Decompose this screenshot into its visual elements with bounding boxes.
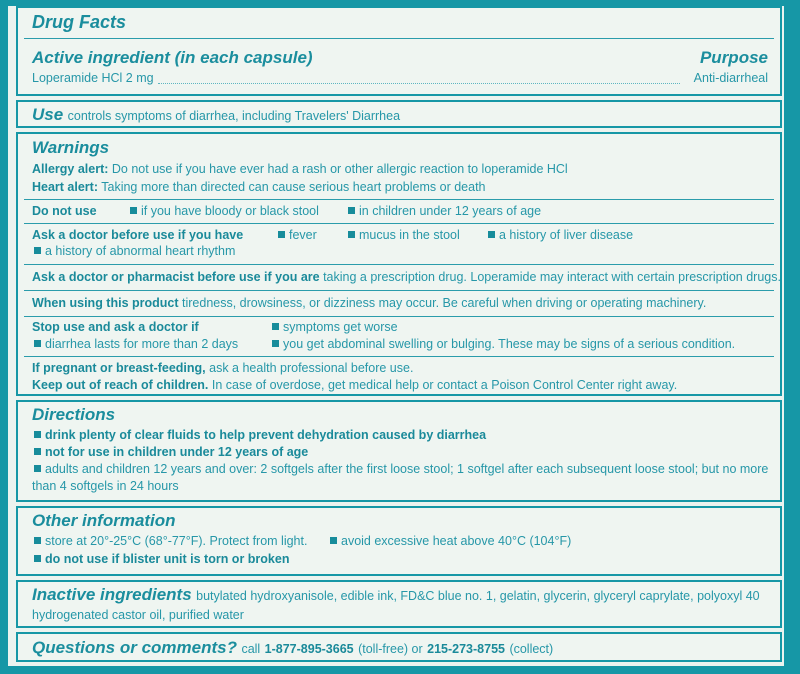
stop-use-item: diarrhea lasts for more than 2 days (32, 337, 238, 351)
other-info-item: avoid excessive heat above 40°C (104°F) (328, 534, 571, 548)
divider (24, 356, 774, 357)
questions-section (16, 632, 782, 662)
ask-pharmacist: Ask a doctor or pharmacist before use if you are taking a prescription drug. Loperamide may interact with certain prescription drugs. (32, 270, 781, 284)
do-not-use: Do not use (32, 204, 97, 218)
divider (24, 38, 774, 39)
ask-doctor-item: mucus in the stool (346, 228, 460, 242)
purpose-heading: Purpose (699, 48, 768, 67)
bullet-icon (34, 340, 41, 347)
other-info-section (16, 506, 782, 576)
leader-dots (158, 83, 680, 84)
drug-facts-title: Drug Facts (32, 12, 127, 32)
pregnant-warning: If pregnant or breast-feeding, ask a health professional before use. (32, 361, 414, 375)
bullet-icon (34, 537, 41, 544)
bullet-icon (34, 448, 41, 455)
divider (24, 199, 774, 200)
purpose-value: Anti-diarrheal (693, 71, 768, 85)
questions-line: Questions or comments? call 1-877-895-3665 (toll-free) or 215-273-8755 (collect) (32, 638, 554, 657)
directions-item: drink plenty of clear fluids to help prevent dehydration caused by diarrhea (32, 428, 486, 442)
divider (24, 223, 774, 224)
directions-item: not for use in children under 12 years of age (32, 445, 308, 459)
ask-doctor-item: a history of abnormal heart rhythm (32, 244, 235, 258)
heart-alert: Heart alert: Taking more than directed can cause serious heart problems or death (32, 180, 486, 194)
do-not-use-item: in children under 12 years of age (346, 204, 541, 218)
drug-facts-panel (8, 6, 784, 666)
use-text: controls symptoms of diarrhea, including Travelers' Diarrhea (67, 109, 401, 123)
directions-heading: Directions (32, 405, 116, 424)
bullet-icon (330, 537, 337, 544)
ask-doctor-item: fever (276, 228, 317, 242)
active-ingredient-section (16, 6, 782, 96)
stop-use-label: Stop use and ask a doctor if (32, 320, 199, 334)
inactive-ingredients-heading: Inactive ingredients (32, 585, 192, 604)
other-info-item: store at 20°-25°C (68°-77°F). Protect from light. (32, 534, 307, 548)
bullet-icon (130, 207, 137, 214)
active-ingredient-heading: Active ingredient (in each capsule) (32, 48, 313, 67)
when-using: When using this product tiredness, drowsiness, or dizziness may occur. Be careful when driving or operating machinery. (32, 296, 707, 310)
stop-use-item: symptoms get worse (270, 320, 398, 334)
bullet-icon (488, 231, 495, 238)
use-section (16, 100, 782, 128)
ask-doctor-label: Ask a doctor before use if you have (32, 228, 244, 242)
allergy-alert: Allergy alert: Do not use if you have ever had a rash or other allergic reaction to loperamide HCl (32, 162, 568, 176)
active-ingredient-value: Loperamide HCl 2 mg (32, 71, 154, 85)
bullet-icon (34, 247, 41, 254)
bullet-icon (34, 465, 41, 472)
divider (24, 264, 774, 265)
use-line (32, 105, 400, 125)
divider (24, 316, 774, 317)
directions-section (16, 400, 782, 502)
use-heading: Use (32, 105, 64, 124)
phone-collect[interactable]: 215-273-8755 (427, 642, 505, 656)
bullet-icon (34, 431, 41, 438)
ask-doctor-item: a history of liver disease (486, 228, 633, 242)
other-info-item: do not use if blister unit is torn or broken (32, 552, 289, 566)
inactive-ingredients-line: Inactive ingredients butylated hydroxyanisole, edible ink, FD&C blue no. 1, gelatin, glycerin, glyceryl caprylate, polyoxyl 40 (32, 585, 760, 604)
inactive-ingredients-section (16, 580, 782, 628)
inactive-ingredients-cont: hydrogenated castor oil, purified water (32, 608, 244, 622)
phone-toll-free[interactable]: 1-877-895-3665 (264, 642, 354, 656)
warnings-heading: Warnings (32, 138, 110, 157)
bullet-icon (34, 555, 41, 562)
questions-heading: Questions or comments? (32, 638, 237, 657)
warnings-section (16, 132, 782, 396)
directions-item: adults and children 12 years and over: 2 softgels after the first loose stool; 1 softgel after each subsequent loose stool; but no more (32, 462, 768, 476)
other-info-heading: Other information (32, 511, 176, 530)
bullet-icon (348, 207, 355, 214)
stop-use-item: you get abdominal swelling or bulging. These may be signs of a serious condition. (270, 337, 735, 351)
do-not-use-item: if you have bloody or black stool (128, 204, 319, 218)
bullet-icon (278, 231, 285, 238)
keep-out-of-reach: Keep out of reach of children. In case of overdose, get medical help or contact a Poison Control Center right away. (32, 378, 678, 392)
bullet-icon (272, 340, 279, 347)
divider (24, 290, 774, 291)
directions-item-cont: than 4 softgels in 24 hours (32, 479, 179, 493)
bullet-icon (272, 323, 279, 330)
bullet-icon (348, 231, 355, 238)
